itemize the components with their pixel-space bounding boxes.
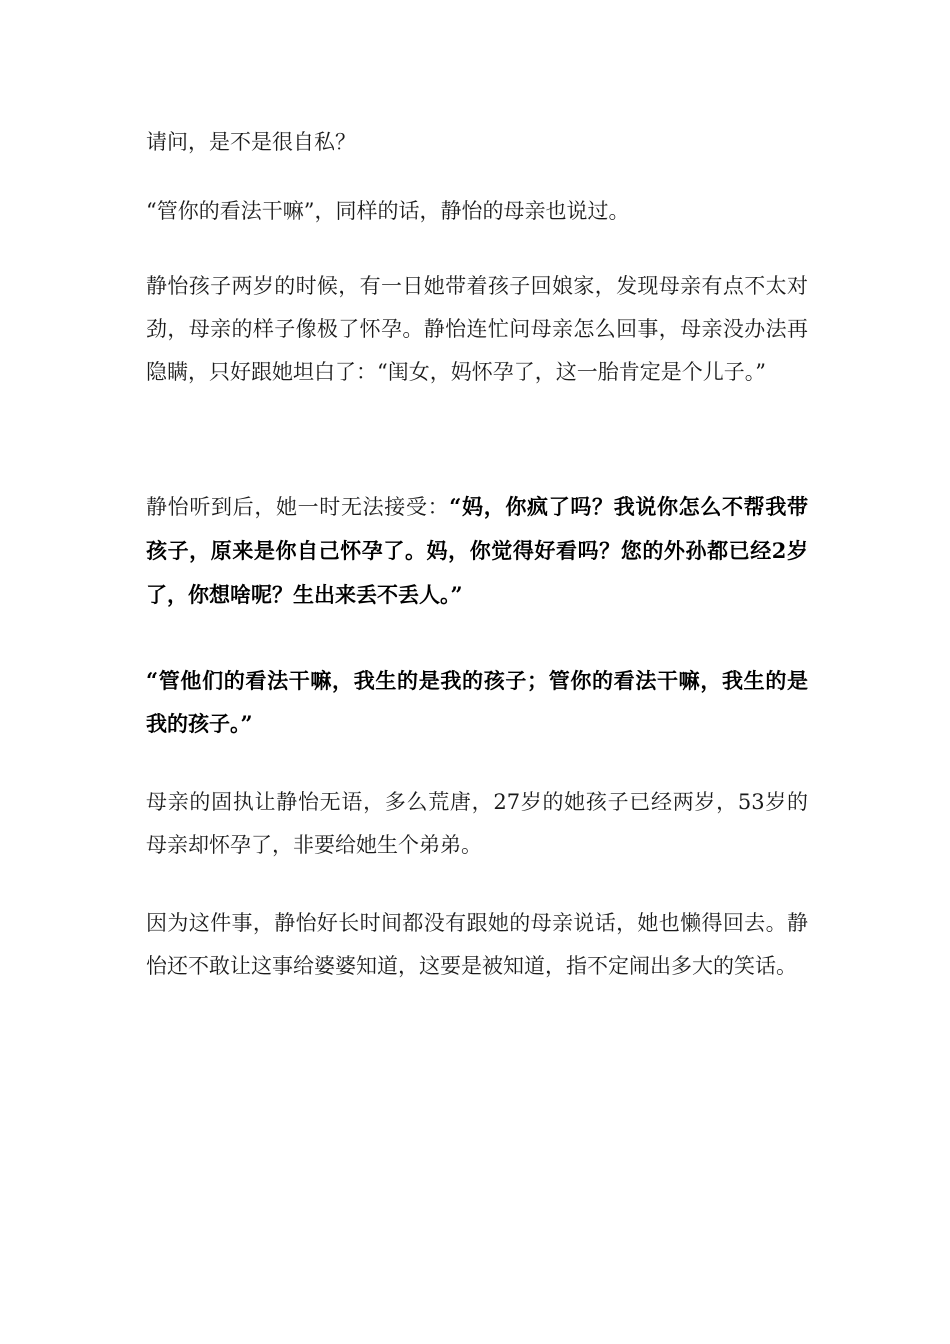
paragraph-question: 请问，是不是很自私？ [146, 130, 356, 154]
paragraph-aftermath: 因为这件事，静怡好长时间都没有跟她的母亲说话，她也懒得回去。静怡还不敢让这事给婆婆知道，这要是被知道，指不定闹出多大的笑话。 [146, 911, 808, 978]
paragraph-mother-quote: “管你的看法干嘛”，同样的话，静怡的母亲也说过。 [146, 199, 630, 223]
paragraph-story: 静怡孩子两岁的时候，有一日她带着孩子回娘家，发现母亲有点不太对劲，母亲的样子像极了怀孕。静怡连忙问母亲怎么回事，母亲没办法再隐瞒，只好跟她坦白了：“闺女，妈怀孕了，这一胎肯定是个儿子。” [146, 274, 808, 384]
reaction-bold-quote: “妈，你疯了吗？我说你怎么不帮我带孩子，原来是你自己怀孕了。妈，你觉得好看吗？您的外孙都已经2岁了，你想啥呢？生出来丢不丢人。” [146, 494, 808, 607]
paragraph-reaction [146, 485, 808, 617]
paragraph-absurd: 母亲的固执让静怡无语，多么荒唐，27岁的她孩子已经两岁，53岁的母亲却怀孕了，非要给她生个弟弟。 [146, 790, 808, 857]
reaction-lead-text: 静怡听到后，她一时无法接受： [146, 495, 450, 519]
paragraph-bold-quote: “管他们的看法干嘛，我生的是我的孩子；管你的看法干嘛，我生的是我的孩子。” [146, 668, 808, 736]
